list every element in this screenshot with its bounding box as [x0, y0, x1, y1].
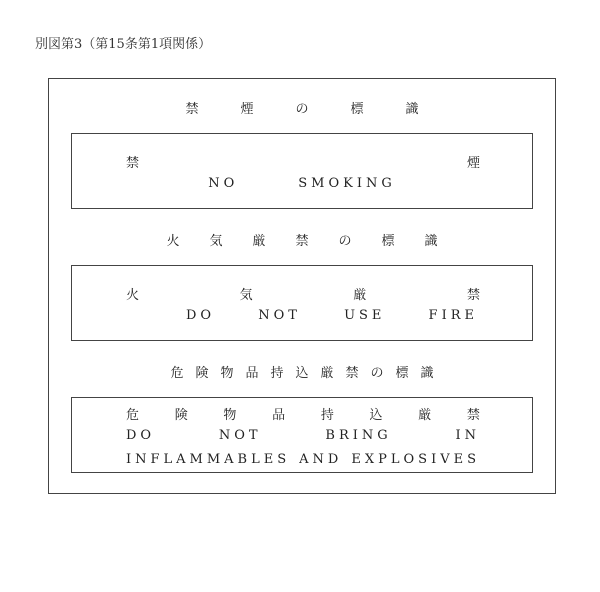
sign-en-row	[72, 452, 532, 467]
no-fire-sign	[71, 265, 533, 341]
sign-jp-char: 禁	[466, 408, 480, 423]
heading-char: の	[370, 366, 384, 381]
sign-jp-row	[72, 284, 532, 303]
sign-en-word: NOT	[258, 308, 301, 323]
sign-jp-char: 火	[126, 288, 140, 303]
signs-frame	[48, 78, 556, 494]
sign-en-word: SMOKING	[298, 176, 396, 191]
heading-char: の	[295, 102, 309, 117]
no-fire-heading	[49, 230, 555, 249]
heading-char: 標	[395, 366, 409, 381]
sign-jp-char: 物	[223, 408, 237, 423]
heading-char: 識	[424, 234, 438, 249]
heading-char: 気	[209, 234, 223, 249]
sign-jp-char: 危	[126, 408, 140, 423]
sign-en-word: AND	[299, 452, 343, 467]
heading-char: 煙	[240, 102, 254, 117]
heading-char: 標	[350, 102, 364, 117]
sign-jp-char: 禁	[466, 288, 480, 303]
sign-jp-char: 品	[272, 408, 286, 423]
sign-jp-char: 禁	[126, 156, 140, 171]
sign-jp-char: 厳	[353, 288, 367, 303]
sign-jp-char: 煙	[466, 156, 480, 171]
no-smoking-sign	[71, 133, 533, 209]
sign-en-word: IN	[455, 428, 480, 443]
heading-char: 火	[166, 234, 180, 249]
heading-char: 禁	[345, 366, 359, 381]
sign-jp-char: 込	[369, 408, 383, 423]
no-smoking-heading	[49, 98, 555, 117]
sign-jp-row	[72, 404, 532, 423]
sign-jp-row	[72, 152, 532, 171]
heading-char: 危	[170, 366, 184, 381]
sign-en-word: FIRE	[428, 308, 478, 323]
heading-char: 識	[420, 366, 434, 381]
sign-en-word: INFLAMMABLES	[126, 452, 291, 467]
heading-char: 禁	[185, 102, 199, 117]
sign-en-row	[72, 308, 532, 323]
heading-char: 持	[270, 366, 284, 381]
heading-char: 物	[220, 366, 234, 381]
no-hazardous-items-sign	[71, 397, 533, 473]
heading-char: 険	[195, 366, 209, 381]
sign-jp-char: 気	[239, 288, 253, 303]
sign-en-row	[72, 176, 532, 191]
sign-jp-char: 険	[174, 408, 188, 423]
heading-char: 厳	[320, 366, 334, 381]
sign-en-word: EXPLOSIVES	[351, 452, 480, 467]
sign-jp-char: 厳	[418, 408, 432, 423]
heading-char: 厳	[252, 234, 266, 249]
no-hazardous-items-heading	[49, 362, 555, 381]
sign-en-word: NO	[208, 176, 239, 191]
heading-char: 識	[405, 102, 419, 117]
sign-en-word: NOT	[218, 428, 262, 443]
sign-en-word: USE	[344, 308, 386, 323]
sign-jp-char: 持	[320, 408, 334, 423]
sign-en-word: DO	[126, 428, 156, 443]
figure-caption: 別図第3（第15条第1項関係）	[35, 37, 212, 52]
sign-en-word: DO	[186, 308, 216, 323]
sign-en-word: BRING	[325, 428, 392, 443]
sign-en-row	[72, 428, 532, 443]
heading-char: 禁	[295, 234, 309, 249]
heading-char: の	[338, 234, 352, 249]
heading-char: 込	[295, 366, 309, 381]
heading-char: 品	[245, 366, 259, 381]
heading-char: 標	[381, 234, 395, 249]
